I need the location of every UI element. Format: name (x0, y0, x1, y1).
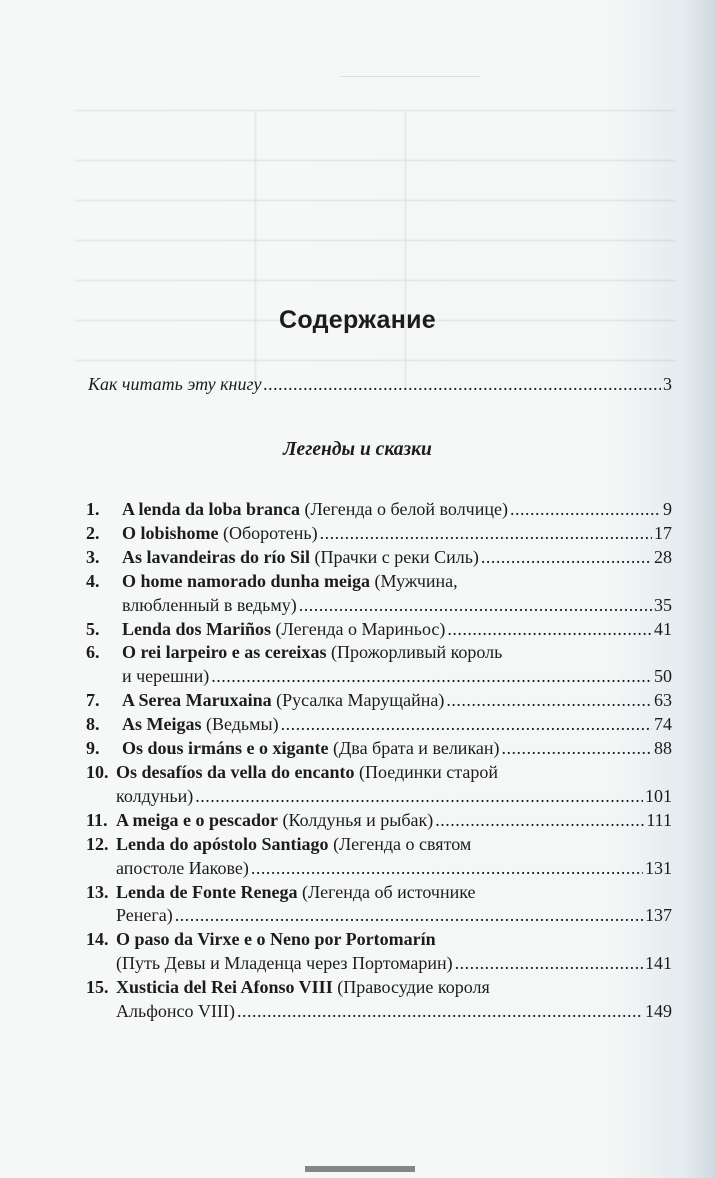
entry-page-number: 131 (645, 857, 672, 878)
entry-title: Os dous irmáns e o xigante (122, 738, 329, 759)
toc-entry-13[interactable] (86, 881, 672, 929)
entry-subtitle-continued: влюбленный в ведьму) (122, 594, 297, 615)
entry-page-number: 111 (646, 809, 672, 830)
entry-subtitle-continued: и черешни) (122, 666, 210, 687)
toc-entry-11[interactable] (86, 809, 672, 833)
entry-page-number: 28 (654, 546, 672, 567)
toc-entry-14[interactable] (86, 928, 672, 976)
dot-leader (320, 522, 652, 546)
entry-number: 13. (86, 881, 109, 902)
bleed-through-header (340, 58, 480, 77)
entry-title: Xusticia del Rei Afonso VIII (116, 977, 333, 998)
entry-number: 5. (86, 618, 100, 639)
toc-entry-2[interactable] (86, 522, 672, 546)
entry-page-number: 101 (645, 785, 672, 806)
entry-title: Lenda dos Mariños (122, 618, 272, 639)
toc-list (86, 498, 672, 1024)
entry-page-number: 141 (645, 953, 672, 974)
dot-leader (435, 809, 644, 833)
dot-leader (195, 785, 643, 809)
entry-number: 2. (86, 522, 100, 543)
entry-number: 8. (86, 714, 100, 735)
entry-subtitle: (Легенда об источнике (302, 881, 476, 902)
entry-page-number: 17 (654, 522, 672, 543)
entry-subtitle: (Ведьмы) (206, 714, 279, 735)
entry-title: A meiga e o pescador (116, 809, 278, 830)
entry-subtitle: (Русалка Марущайна) (276, 690, 445, 711)
entry-number: 11. (86, 809, 108, 830)
toc-entry-9[interactable] (86, 737, 672, 761)
dot-leader (510, 498, 661, 522)
toc-entry-8[interactable] (86, 713, 672, 737)
toc-entry-5[interactable] (86, 618, 672, 642)
entry-title: Lenda do apóstolo Santiago (116, 833, 329, 854)
entry-title: A Serea Maruxaina (122, 690, 272, 711)
toc-entry-7[interactable] (86, 689, 672, 713)
toc-entry-4[interactable] (86, 570, 672, 618)
entry-number: 15. (86, 977, 109, 998)
entry-title: Lenda de Fonte Renega (116, 881, 298, 902)
entry-number: 1. (86, 499, 100, 519)
dot-leader (237, 1000, 643, 1024)
entry-page-number: 63 (654, 690, 672, 711)
entry-number: 10. (86, 761, 109, 782)
dot-leader (175, 904, 643, 928)
section-heading: Легенды и сказки (283, 439, 432, 460)
entry-subtitle: (Легенда о белой волчице) (304, 499, 508, 519)
entry-subtitle-continued: колдуньи) (116, 785, 194, 806)
toc-entry-3[interactable] (86, 546, 672, 570)
entry-subtitle-continued: Альфонсо VIII) (116, 1001, 235, 1022)
entry-title: As Meigas (122, 714, 202, 735)
dot-leader (446, 689, 652, 713)
entry-title: Os desafíos da vella do encanto (116, 761, 355, 782)
entry-title: A lenda da loba branca (122, 499, 301, 519)
entry-page-number: 35 (654, 594, 672, 615)
toc-entry-12[interactable] (86, 833, 672, 881)
entry-subtitle: (Правосудие короля (337, 977, 490, 998)
entry-subtitle: (Колдунья и рыбак) (282, 809, 434, 830)
dot-leader (263, 374, 661, 395)
entry-subtitle: (Поединки старой (359, 761, 498, 782)
toc-entry-1[interactable] (86, 498, 672, 522)
intro-page-number: 3 (663, 374, 672, 394)
dot-leader (299, 594, 652, 618)
dot-leader (281, 713, 652, 737)
toc-entry-10[interactable] (86, 761, 672, 809)
entry-subtitle: (Мужчина, (374, 570, 458, 591)
entry-title: O paso da Virxe e o Neno por Portomarín (116, 929, 436, 950)
toc-entry-6[interactable] (86, 641, 672, 689)
dot-leader (251, 857, 643, 881)
entry-page-number: 9 (663, 499, 672, 519)
entry-subtitle: (Прожорливый король (330, 642, 503, 663)
dot-leader (502, 737, 652, 761)
entry-page-number: 74 (654, 714, 672, 735)
entry-number: 3. (86, 546, 100, 567)
entry-number: 4. (86, 570, 100, 591)
entry-subtitle: (Легенда о святом (333, 833, 472, 854)
entry-number: 14. (86, 929, 109, 950)
entry-subtitle-continued: Ренега) (116, 905, 173, 926)
entry-page-number: 50 (654, 666, 672, 687)
entry-subtitle: (Два брата и великан) (333, 738, 500, 759)
entry-page-number: 137 (645, 905, 672, 926)
entry-subtitle-continued: апостоле Иакове) (116, 857, 249, 878)
entry-number: 7. (86, 690, 100, 711)
page-title: Содержание (278, 306, 437, 334)
entry-number: 9. (86, 738, 100, 759)
intro-label: Как читать эту книгу (88, 374, 262, 394)
entry-title: O rei larpeiro e as cereixas (122, 642, 327, 663)
entry-page-number: 41 (654, 618, 672, 639)
entry-subtitle-continued: (Путь Девы и Младенца через Портомарин) (116, 953, 453, 974)
dot-leader (211, 665, 652, 689)
dot-leader (481, 546, 652, 570)
toc-entry-15[interactable] (86, 976, 672, 1024)
toc-intro-entry[interactable] (88, 374, 672, 395)
entry-subtitle: (Оборотень) (223, 522, 318, 543)
entry-number: 6. (86, 642, 100, 663)
entry-title: O home namorado dunha meiga (122, 570, 371, 591)
entry-title: O lobishome (122, 522, 219, 543)
dot-leader (455, 952, 643, 976)
entry-page-number: 149 (645, 1001, 672, 1022)
entry-page-number: 88 (654, 738, 672, 759)
cropped-footer-text (305, 1166, 415, 1172)
entry-subtitle: (Прачки с реки Силь) (314, 546, 479, 567)
dot-leader (447, 618, 652, 642)
entry-title: As lavandeiras do río Sil (122, 546, 311, 567)
entry-subtitle: (Легенда о Мариньос) (275, 618, 446, 639)
entry-number: 12. (86, 833, 109, 854)
